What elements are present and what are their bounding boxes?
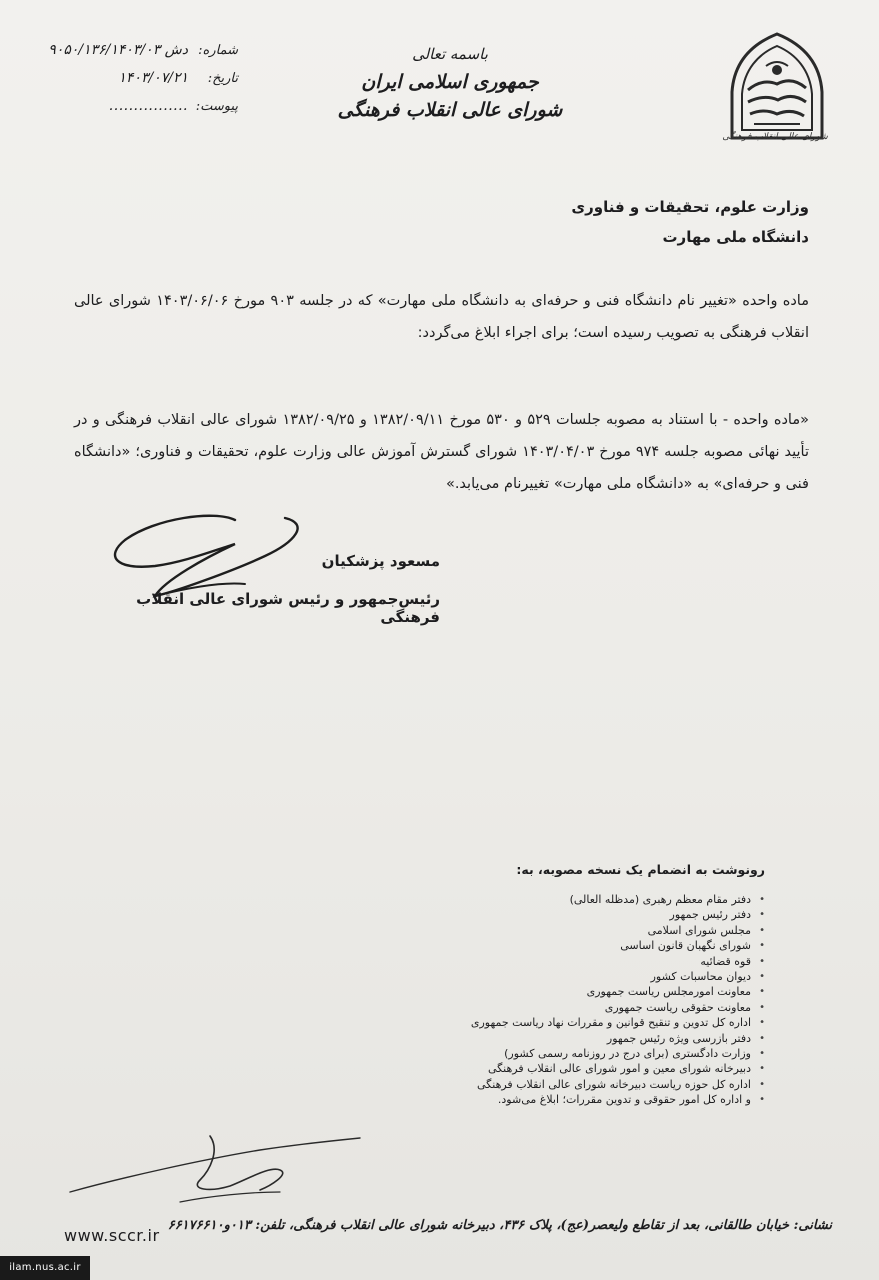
cc-list-item: • معاونت امورمجلس ریاست جمهوری (420, 984, 765, 999)
cc-list-item: • قوه قضائیه (420, 954, 765, 969)
letterhead (330, 40, 570, 124)
signatory-title: رئیس‌جمهور و رئیس شورای عالی انقلاب فرهنگی (136, 590, 440, 626)
council-name: شورای عالی انقلاب فرهنگی (337, 99, 563, 121)
cc-list-item: • مجلس شورای اسلامی (420, 923, 765, 938)
footer-address: نشانی: خیابان طالقانی، بعد از تقاطع ولیعصر(عج)، پلاک ۴۳۶، دبیرخانه شورای عالی انقلاب فرهنگی، تلفن: ۰۱۳و۶۶۱۷۶۶۱۰ (167, 1218, 832, 1233)
letter-attachment-value: ................ (108, 98, 188, 114)
website-link[interactable]: www.sccr.ir (64, 1226, 160, 1245)
cc-list-item: • دفتر بازرسی ویژه رئیس جمهور (420, 1031, 765, 1046)
letter-number-label: شماره: (198, 43, 238, 58)
cc-list-item: • و اداره کل امور حقوقی و تدوین مقررات؛ ابلاغ می‌شود. (420, 1092, 765, 1107)
letter-number-value: ۹۰۵۰/۱۳۶/دش ۱۴۰۳/۰۳ (48, 42, 188, 58)
body-paragraph-1: ماده واحده «تغییر نام دانشگاه فنی و حرفه‌ای به دانشگاه ملی مهارت» که در جلسه ۹۰۳ مورخ ۱۴۰۳/۰۶/۰۶ شورای عالی انقلاب فرهنگی به تصویب رسیده است؛ برای اجراء ابلاغ می‌گردد: (74, 293, 809, 341)
letter-date-label: تاریخ: (207, 71, 238, 86)
letter-number-row (8, 42, 238, 70)
cc-list-item: • اداره کل حوزه ریاست دبیرخانه شورای عالی انقلاب فرهنگی (420, 1077, 765, 1092)
letter-attachment-row (8, 98, 238, 126)
cc-list-item: • دفتر رئیس جمهور (420, 907, 765, 922)
letter-date-row (8, 70, 238, 98)
emblem-caption: شورای عالی انقلاب فرهنگی (722, 132, 828, 142)
cc-heading: رونوشت به انضمام یک نسخه مصوبه، به: (516, 862, 765, 877)
cc-list-item: • دیوان محاسبات کشور (420, 969, 765, 984)
letter-date-value: ۱۴۰۳/۰۷/۲۱ (118, 70, 188, 86)
cc-list-item: • شورای نگهبان قانون اساسی (420, 938, 765, 953)
addressee-university: دانشگاه ملی مهارت (662, 228, 809, 246)
cc-list-item: • دفتر مقام معظم رهبری (مدظله العالی) (420, 892, 765, 907)
cc-list (420, 892, 765, 1108)
bismillah-text: باسمه تعالی (412, 45, 488, 63)
addressee-ministry: وزارت علوم، تحقیقات و فناوری (571, 198, 809, 216)
initials-scribble-icon (60, 1130, 370, 1210)
source-watermark: ilam.nus.ac.ir (0, 1256, 90, 1280)
signatory-name: مسعود پزشکیان (321, 552, 440, 570)
body-paragraph-2: «ماده واحده - با استناد به مصوبه جلسات ۵۲۹ و ۵۳۰ مورخ ۱۳۸۲/۰۹/۱۱ و ۱۳۸۲/۰۹/۲۵ شورای عالی انقلاب فرهنگی و در تأیید نهائی مصوبه جلسه ۹۷۴ مورخ ۱۴۰۳/۰۴/۰۳ شورای گسترش آموزش عالی وزارت علوم، تحقیقات و فناوری؛ «دانشگاه فنی و حرفه‌ای» به «دانشگاه ملی مهارت» تغییرنام می‌یابد.» (74, 412, 809, 492)
cc-list-item: • دبیرخانه شورای معین و امور شورای عالی انقلاب فرهنگی (420, 1061, 765, 1076)
cc-list-item: • وزارت دادگستری (برای درج در روزنامه رسمی کشور) (420, 1046, 765, 1061)
addressee (409, 192, 809, 252)
letter-attachment-label: پیوست: (195, 99, 238, 114)
country-name: جمهوری اسلامی ایران (361, 71, 539, 93)
cc-list-item: • اداره کل تدوین و تنقیح قوانین و مقررات نهاد ریاست جمهوری (420, 1015, 765, 1030)
cc-list-item: • معاونت حقوقی ریاست جمهوری (420, 1000, 765, 1015)
letter-meta (8, 42, 238, 126)
